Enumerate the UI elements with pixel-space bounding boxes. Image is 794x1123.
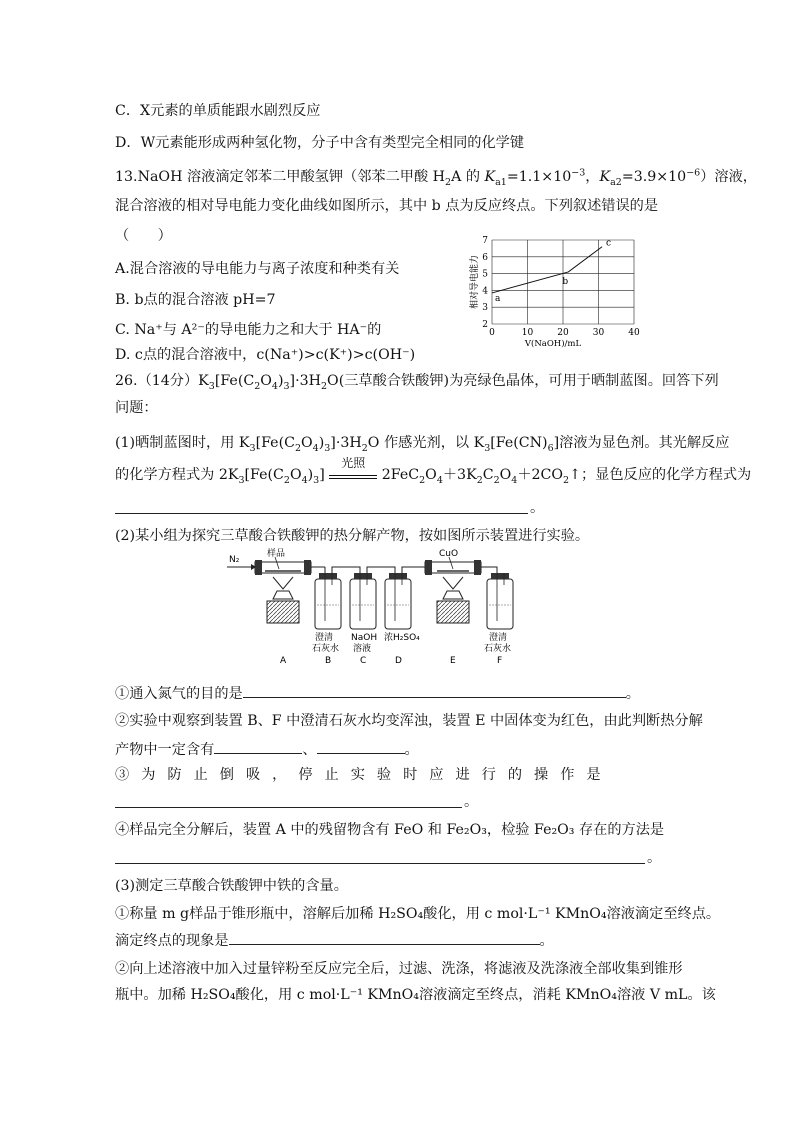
point-label-c: c bbox=[606, 238, 612, 249]
bottle-f-label-2: 石灰水 bbox=[484, 644, 512, 654]
period-mark: 。 bbox=[530, 500, 545, 516]
question-26-sub2-line1: ②实验中观察到装置 B、F 中澄清石灰水均变浑浊，装置 E 中固体变为红色，由此判断热分解 bbox=[115, 713, 703, 729]
question-13-option-a: A.混合溶液的导电能力与离子浓度和种类有关 bbox=[115, 261, 400, 277]
bottle-d bbox=[385, 573, 411, 629]
answer-blank-fe2o3-test[interactable] bbox=[115, 862, 645, 864]
x-tick-label: 40 bbox=[628, 328, 640, 338]
unit-letter-e: E bbox=[450, 656, 456, 666]
y-tick-label: 5 bbox=[482, 269, 488, 280]
option-d-w-element bbox=[115, 133, 524, 153]
x-tick-label: 20 bbox=[557, 328, 569, 338]
conductivity-chart bbox=[468, 232, 650, 348]
question-26-stem-line1: 26.（14分）$K_3[Fe(C_2O_4)_3]\cdot 3H_2O$(三草酸合铁酸钾)为亮绿色晶体，可用于晒制蓝图。回答下列 bbox=[115, 373, 719, 392]
question-26-sub2-line2: 产物中一定含有 、 。 bbox=[115, 739, 419, 760]
question-13-option-c: C. Na⁺与 A²⁻的导电能力之和大于 HA⁻的 bbox=[115, 322, 382, 338]
y-tick-label: 6 bbox=[482, 252, 488, 263]
question-26-measure2-line2: 瓶中。加稀 H₂SO₄酸化，用 c mol·L⁻¹ KMnO₄溶液滴定至终点，消耗 KMnO₄溶液 V mL。该 bbox=[115, 987, 716, 1003]
y-tick-label: 3 bbox=[482, 303, 488, 314]
answer-blank-n2-purpose[interactable] bbox=[243, 683, 626, 698]
bottle-c-label-2: 溶液 bbox=[353, 644, 372, 654]
x-axis-label: V(NaOH)/mL bbox=[524, 339, 582, 348]
reaction-arrow: 光照 bbox=[329, 468, 377, 479]
question-26-sub4: ④样品完全分解后，装置 A 中的残留物含有 FeO 和 Fe₂O₃，检验 Fe₂O₃ 存在的方法是 bbox=[115, 822, 665, 838]
unit-letter-f: F bbox=[497, 656, 503, 666]
answer-blank-product-2[interactable] bbox=[317, 739, 405, 754]
answer-blank-stop-operation[interactable] bbox=[115, 806, 462, 808]
conductivity-curve bbox=[492, 247, 602, 293]
question-26-photolysis-equation: 的化学方程式为 $2K_3[Fe(C_2O_4)_3]$ 光照 $2FeC_2O_4+3K_2C_2O_4+2CO_2↑$；显色反应的化学方程式为 bbox=[115, 456, 752, 486]
question-13-stem-line1: 13.NaOH 溶液滴定邻苯二甲酸氢钾（邻苯二甲酸 $H_2A$ 的 $K_{a1}=1.1\times 10^{-3}$，$K_{a2}=3.9\times 10^{-6}$）溶液， bbox=[115, 167, 757, 188]
question-26-sub1: ①通入氮气的目的是 。 bbox=[115, 683, 640, 704]
y-axis-label: 相对导电能力 bbox=[470, 254, 480, 310]
bottle-c-label-1: NaOH bbox=[351, 633, 378, 643]
question-13-option-b: B. b点的混合溶液 pH=7 bbox=[115, 292, 276, 308]
bottle-d-label: 浓H₂SO₄ bbox=[384, 633, 420, 643]
option-c-x-element bbox=[115, 101, 320, 121]
sample-label: 样品 bbox=[267, 549, 286, 559]
option-c-text: C．X元素的单质能跟水剧烈反应 bbox=[115, 103, 321, 119]
question-13-answer-bracket: （ ） bbox=[115, 228, 172, 244]
option-d-text: D．W元素能形成两种氢化物，分子中含有类型完全相同的化学键 bbox=[115, 135, 525, 151]
n2-label: N₂ bbox=[229, 555, 240, 565]
stand-a bbox=[267, 601, 299, 623]
question-26-measure1-line1: ①称量 m g样品于锥形瓶中，溶解后加稀 H₂SO₄酸化，用 c mol·L⁻¹ KMnO₄溶液滴定至终点。 bbox=[115, 906, 721, 922]
answer-blank-color-reaction[interactable] bbox=[115, 512, 528, 514]
period-mark: 。 bbox=[647, 850, 662, 866]
point-label-a: a bbox=[495, 293, 501, 304]
question-26-part3: (3)测定三草酸合铁酸钾中铁的含量。 bbox=[115, 878, 348, 894]
question-13-stem-line2: 混合溶液的相对导电能力变化曲线如图所示，其中 b 点为反应终点。下列叙述错误的是 bbox=[115, 198, 659, 214]
bottle-b bbox=[315, 573, 341, 629]
stand-e bbox=[437, 601, 469, 623]
question-26-sub3: ③为防止倒吸，停止实验时应进行的操作是 bbox=[115, 767, 613, 783]
x-tick-label: 30 bbox=[592, 328, 605, 338]
bottle-f-label-1: 澄清 bbox=[489, 633, 508, 643]
bottle-f bbox=[487, 573, 513, 629]
x-tick-label: 0 bbox=[489, 328, 495, 338]
x-tick-label: 10 bbox=[521, 328, 534, 338]
period-mark: 。 bbox=[464, 794, 479, 810]
cuo-label: CuO bbox=[439, 549, 459, 559]
y-tick-label: 7 bbox=[482, 236, 488, 246]
apparatus-diagram bbox=[225, 547, 555, 667]
unit-letter-b: B bbox=[325, 656, 332, 666]
question-26-measure1-line2: 滴定终点的现象是 。 bbox=[115, 930, 554, 951]
y-tick-label: 4 bbox=[482, 286, 488, 297]
question-26-measure2-line1: ②向上述溶液中加入过量锌粉至反应完全后，过滤、洗涤，将滤液及洗涤液全部收集到锥形 bbox=[115, 961, 683, 977]
question-26-stem-line2: 问题： bbox=[115, 400, 158, 416]
y-tick-label: 2 bbox=[482, 320, 488, 330]
question-26-part1-line1: (1)晒制蓝图时，用 $K_3[Fe(C_2O_4)_3]\cdot 3H_2O$ 作感光剂，以 $K_3[Fe(CN)_6]$溶液为显色剂。其光解反应 bbox=[115, 435, 730, 454]
question-13-option-d: D. c点的混合溶液中，c(Na⁺)>c(K⁺)>c(OH⁻) bbox=[115, 347, 416, 363]
point-label-b: b bbox=[562, 276, 569, 287]
unit-letter-a: A bbox=[280, 656, 287, 666]
unit-letter-c: C bbox=[360, 656, 367, 666]
unit-letter-d: D bbox=[395, 656, 402, 666]
answer-blank-product-1[interactable] bbox=[214, 739, 302, 754]
question-26-part2: (2)某小组为探究三草酸合铁酸钾的热分解产物，按如图所示装置进行实验。 bbox=[115, 528, 590, 544]
bottle-b-label-1: 澄清 bbox=[315, 633, 334, 643]
bottle-c bbox=[350, 573, 376, 629]
answer-blank-endpoint[interactable] bbox=[229, 930, 540, 945]
bottle-b-label-2: 石灰水 bbox=[312, 644, 340, 654]
